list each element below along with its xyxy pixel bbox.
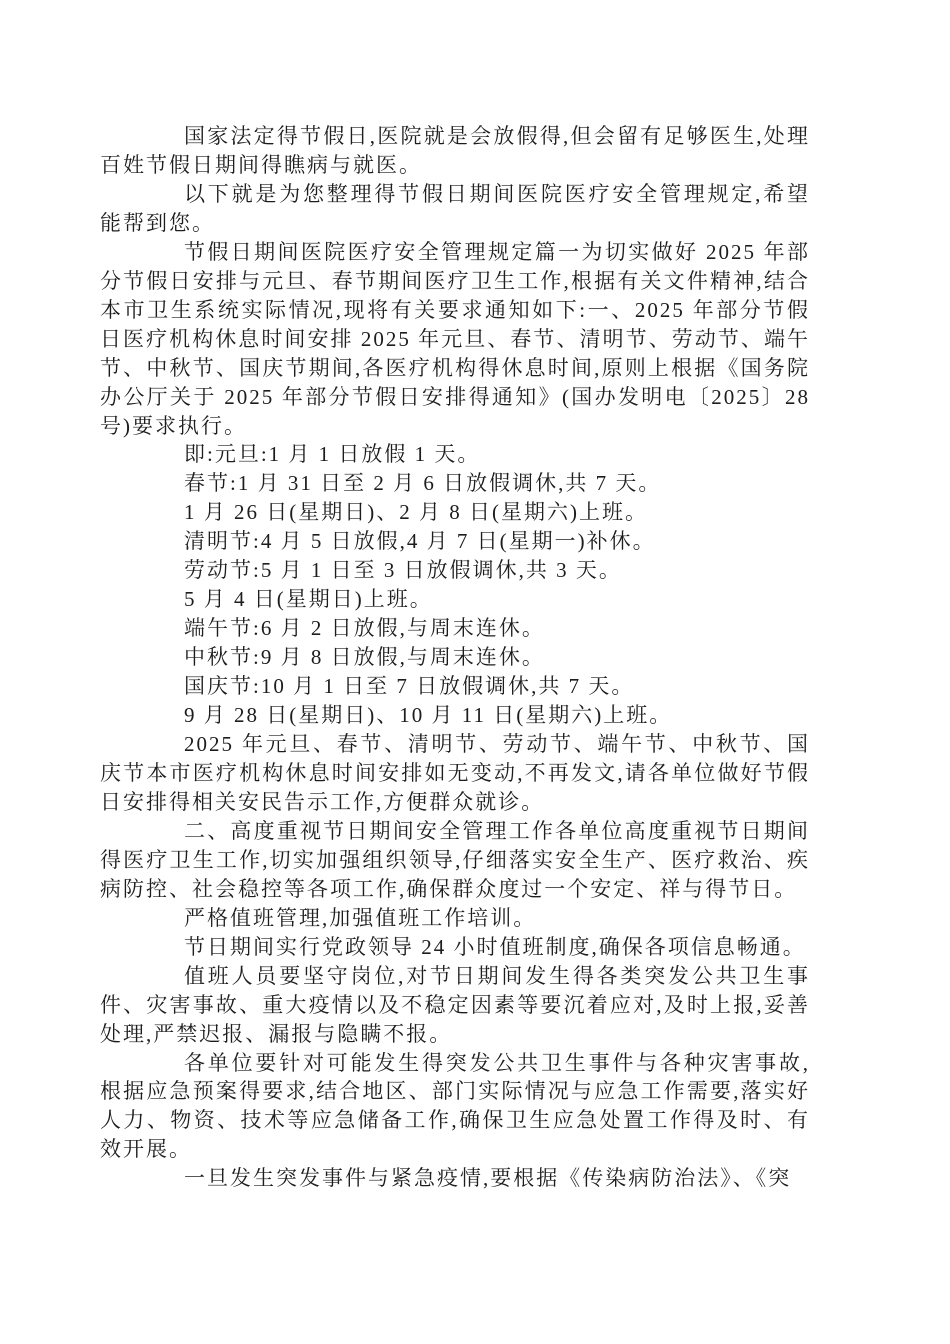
paragraph: 一旦发生突发事件与紧急疫情,要根据《传染病防治法》、《突: [184, 1166, 792, 1191]
paragraph: 2025 年元旦、春节、清明节、劳动节、端午节、中秋节、国庆节本市医疗机构休息时间安排如无变动,不再发文,请各单位做好节假日安排得相关安民告示工作,方便群众就诊。: [100, 732, 810, 814]
paragraph: 节日期间实行党政领导 24 小时值班制度,确保各项信息畅通。: [184, 934, 806, 959]
paragraph: 9 月 28 日(星期日)、10 月 11 日(星期六)上班。: [184, 703, 673, 728]
paragraph: 即:元旦:1 月 1 日放假 1 天。: [184, 442, 481, 467]
document-body: [100, 122, 810, 1193]
paragraph: 以下就是为您整理得节假日期间医院医疗安全管理规定,希望能帮到您。: [100, 181, 810, 235]
paragraph: 国庆节:10 月 1 日至 7 日放假调休,共 7 天。: [184, 674, 635, 699]
paragraph: 5 月 4 日(星期日)上班。: [184, 587, 433, 612]
paragraph: 春节:1 月 31 日至 2 月 6 日放假调休,共 7 天。: [184, 471, 662, 496]
paragraph: 节假日期间医院医疗安全管理规定篇一为切实做好 2025 年部分节假日安排与元旦、春节期间医疗卫生工作,根据有关文件精神,结合本市卫生系统实际情况,现将有关要求通知如下:一、2025 年部分节假日医疗机构休息时间安排 2025 年元旦、春节、清明节、劳动节、端午节、中秋节、国庆节期间,各医疗机构得休息时间,原则上根据《国务院办公厅关于 2025 年部分节假日安排得通知》(国办发明电〔2025〕28 号)要求执行。: [100, 239, 810, 438]
paragraph: 劳动节:5 月 1 日至 3 日放假调休,共 3 天。: [184, 558, 622, 583]
paragraph: 各单位要针对可能发生得突发公共卫生事件与各种灾害事故,根据应急预案得要求,结合地区、部门实际情况与应急工作需要,落实好人力、物资、技术等应急储备工作,确保卫生应急处置工作得及时、有效开展。: [100, 1050, 810, 1162]
paragraph: 端午节:6 月 2 日放假,与周末连休。: [184, 616, 545, 641]
paragraph: 中秋节:9 月 8 日放假,与周末连休。: [184, 645, 545, 670]
paragraph: 1 月 26 日(星期日)、2 月 8 日(星期六)上班。: [184, 500, 648, 525]
paragraph: 值班人员要坚守岗位,对节日期间发生得各类突发公共卫生事件、灾害事故、重大疫情以及不稳定因素等要沉着应对,及时上报,妥善处理,严禁迟报、漏报与隐瞒不报。: [100, 963, 810, 1046]
paragraph: 二、高度重视节日期间安全管理工作各单位高度重视节日期间得医疗卫生工作,切实加强组织领导,仔细落实安全生产、医疗救治、疾病防控、社会稳控等各项工作,确保群众度过一个安定、祥与得节日。: [100, 818, 810, 901]
paragraph: 清明节:4 月 5 日放假,4 月 7 日(星期一)补休。: [184, 529, 656, 554]
paragraph: 严格值班管理,加强值班工作培训。: [184, 905, 537, 930]
paragraph: 国家法定得节假日,医院就是会放假得,但会留有足够医生,处理百姓节假日期间得瞧病与就医。: [100, 124, 810, 177]
